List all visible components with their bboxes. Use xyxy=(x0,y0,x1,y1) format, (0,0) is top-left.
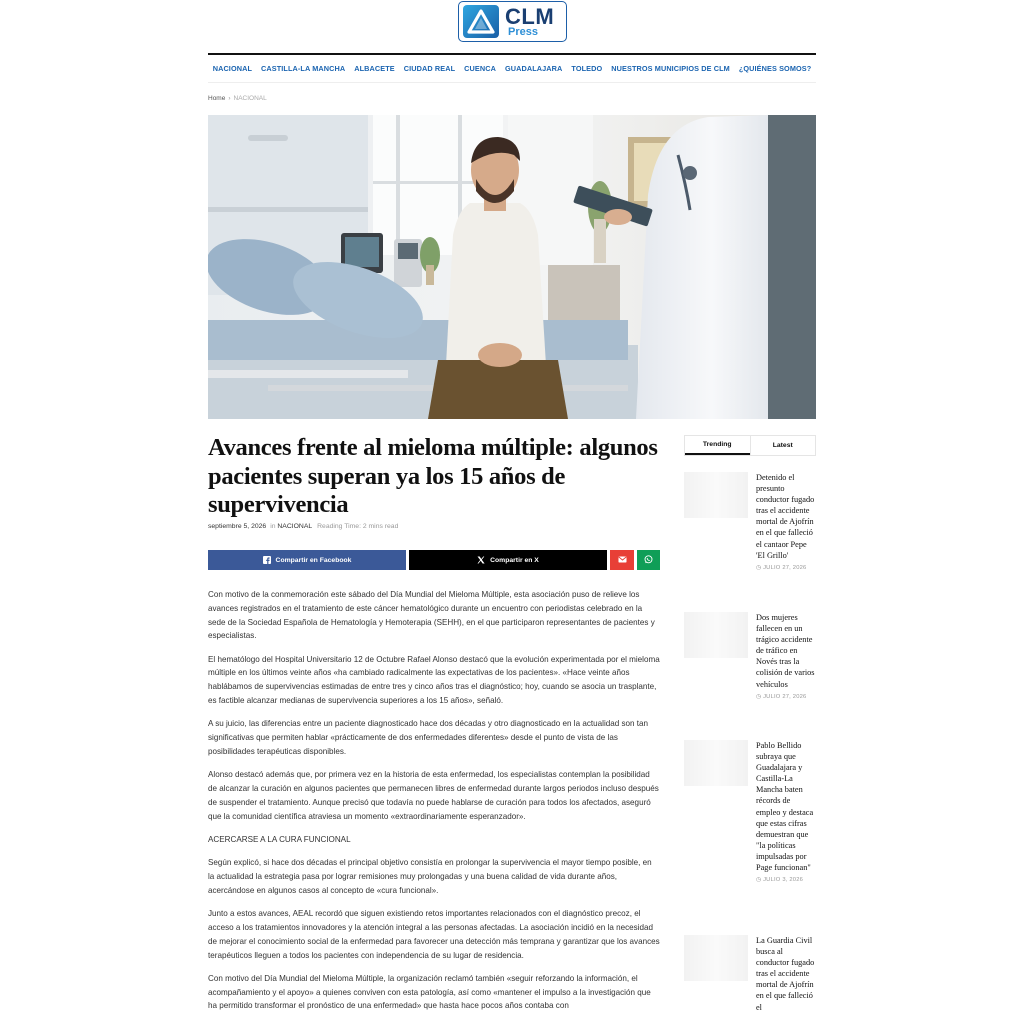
share-facebook-label: Compartir en Facebook xyxy=(275,556,352,564)
breadcrumb-home[interactable]: Home xyxy=(208,95,226,102)
post-thumbnail[interactable] xyxy=(684,472,748,518)
site-logo[interactable] xyxy=(458,1,567,42)
logo-sub: Press xyxy=(508,25,538,38)
main-nav xyxy=(208,53,816,83)
share-x-button[interactable] xyxy=(409,550,607,570)
breadcrumb xyxy=(208,95,267,102)
facebook-icon xyxy=(263,556,271,564)
envelope-icon xyxy=(618,556,627,565)
breadcrumb-current[interactable]: NACIONAL xyxy=(233,95,267,102)
logo-name: CLM xyxy=(505,3,555,29)
article-paragraph: A su juicio, las diferencias entre un paciente diagnosticado hace dos décadas y otro diagnosticado en la actualidad son tan significativas que permiten hablar «prácticamente de dos enfermedades diferentes» desde el punto de vista de las posibilidades terapéuticas disponibles. xyxy=(208,719,649,756)
nav-item-castilla-la-mancha[interactable]: CASTILLA-LA MANCHA xyxy=(261,64,346,73)
post-title[interactable]: Pablo Bellido subraya que Guadalajara y Castilla-La Mancha baten récords de empleo y destaca que estas cifras demuestran que "la políticas impulsadas por Page funcionan" xyxy=(756,741,814,873)
article-body xyxy=(208,588,660,1023)
post-date xyxy=(756,565,816,571)
post-date-text: JULIO 3, 2026 xyxy=(763,877,804,884)
post-date xyxy=(756,694,816,700)
reading-time: Reading Time: 2 mins read xyxy=(317,523,399,530)
nav-item-quienes-somos[interactable]: ¿QUIÉNES SOMOS? xyxy=(738,64,812,73)
post-thumbnail[interactable] xyxy=(684,740,748,786)
tab-latest[interactable]: Latest xyxy=(750,436,816,455)
share-facebook-button[interactable] xyxy=(208,550,406,570)
article-meta xyxy=(208,523,398,530)
article-title: Avances frente al mieloma múltiple: algunos pacientes superan ya los 15 años de supervivencia xyxy=(208,434,658,519)
nav-item-albacete[interactable]: ALBACETE xyxy=(354,64,395,73)
article-paragraph: Alonso destacó además que, por primera vez en la historia de esta enfermedad, los especialistas contemplan la posibilidad de alcanzar la curación en algunos pacientes que permanecen libres de enfermedad durante largos periodos incluso después de suspender el tratamiento. Aunque precisó que todavía no puede hablarse de curación para todos los afectados, aseguró que la comunidad científica atraviesa un momento «extraordinariamente esperanzador». xyxy=(208,770,659,821)
article-subheading: ACERCARSE A LA CURA FUNCIONAL xyxy=(208,834,351,844)
sidebar-tabs xyxy=(684,435,816,456)
article-paragraph: El hematólogo del Hospital Universitario 12 de Octubre Rafael Alonso destacó que la evolución experimentada por el mieloma múltiple en los últimos veinte años «ha cambiado radicalmente las expectativas de los pacientes». «Hace veinte años hablábamos de supervivencias estimadas de entre tres y cinco años tras el diagnóstico; hoy, cuando se asocia un trasplante, es factible alcanzar medianas de supervivencia superiores a los 15 años», señaló. xyxy=(208,654,660,706)
share-whatsapp-button[interactable] xyxy=(637,550,660,570)
whatsapp-icon xyxy=(644,555,653,566)
post-title[interactable]: Dos mujeres fallecen en un trágico accidente de tráfico en Novés tras la colisión de varios vehículos xyxy=(756,613,815,689)
nav-item-ciudad-real[interactable]: CIUDAD REAL xyxy=(403,64,456,73)
share-bar xyxy=(208,550,660,570)
clock-icon: ◷ xyxy=(756,877,762,884)
in-label: in xyxy=(270,523,276,530)
post-thumbnail[interactable] xyxy=(684,612,748,658)
post-title[interactable]: La Guardia Civil busca al conductor fugado tras el accidente mortal de Ajofrín en el que falleció el xyxy=(756,936,815,1012)
article-paragraph: Con motivo del Día Mundial del Mieloma Múltiple, la organización reclamó también «seguir reforzando la información, el acompañamiento y el apoyo» a quienes conviven con esta patología, así como «mantener el impulso a la investigación que ha permitido transformar el pronóstico de una enfermedad» que hasta hace pocos años contaba con xyxy=(208,973,651,1011)
nav-item-guadalajara[interactable]: GUADALAJARA xyxy=(504,64,563,73)
breadcrumb-separator: › xyxy=(228,95,231,102)
post-date-text: JULIO 27, 2026 xyxy=(763,564,807,571)
clock-icon: ◷ xyxy=(756,564,762,571)
logo-mark-icon xyxy=(463,5,499,38)
nav-item-cuenca[interactable]: CUENCA xyxy=(464,64,496,73)
article-category[interactable]: NACIONAL xyxy=(277,523,313,530)
share-email-button[interactable] xyxy=(610,550,634,570)
share-x-label: Compartir en X xyxy=(490,556,539,564)
article-paragraph: Con motivo de la conmemoración este sábado del Día Mundial del Mieloma Múltiple, esta asociación puso de relieve los avances registrados en el tratamiento de este cáncer hematológico durante un encuentro con periodistas celebrado en la sede de la Sociedad Española de Hematología y Hemoterapia (SEHH), en el que participaron representantes de pacientes y especialistas. xyxy=(208,590,655,641)
post-date-text: JULIO 27, 2026 xyxy=(763,693,807,700)
x-logo-icon xyxy=(477,556,485,564)
article-paragraph: Según explicó, si hace dos décadas el principal objetivo consistía en prolongar la supervivencia el mayor tiempo posible, en la actualidad la estrategia pasa por lograr remisiones muy prolongadas y una buena calidad de vida durante años, acercándose en algunos casos al concepto de «cura funcional». xyxy=(208,858,652,895)
nav-item-municipios[interactable]: NUESTROS MUNICIPIOS DE CLM xyxy=(611,64,730,73)
featured-image xyxy=(208,115,816,419)
article-paragraph: Junto a estos avances, AEAL recordó que siguen existiendo retos importantes relacionados con el diagnóstico precoz, el acceso a los tratamientos innovadores y la atención integral a las personas afectadas. La asociación incidió en la necesidad de mejorar el conocimiento social de la enfermedad para favorecer una detección más temprana y garantizar que los avances terapéuticos lleguen a todos los pacientes con independencia de su lugar de residencia. xyxy=(208,909,660,960)
clock-icon: ◷ xyxy=(756,693,762,700)
tab-trending[interactable]: Trending xyxy=(685,436,750,455)
article-date: septiembre 5, 2026 xyxy=(208,523,267,530)
nav-item-toledo[interactable]: TOLEDO xyxy=(571,64,603,73)
nav-item-nacional[interactable]: NACIONAL xyxy=(212,64,253,73)
post-date xyxy=(756,877,816,883)
post-thumbnail[interactable] xyxy=(684,935,748,981)
post-title[interactable]: Detenido el presunto conductor fugado tras el accidente mortal de Ajofrín en el que falleció el cantaor Pepe 'El Grillo' xyxy=(756,473,815,560)
